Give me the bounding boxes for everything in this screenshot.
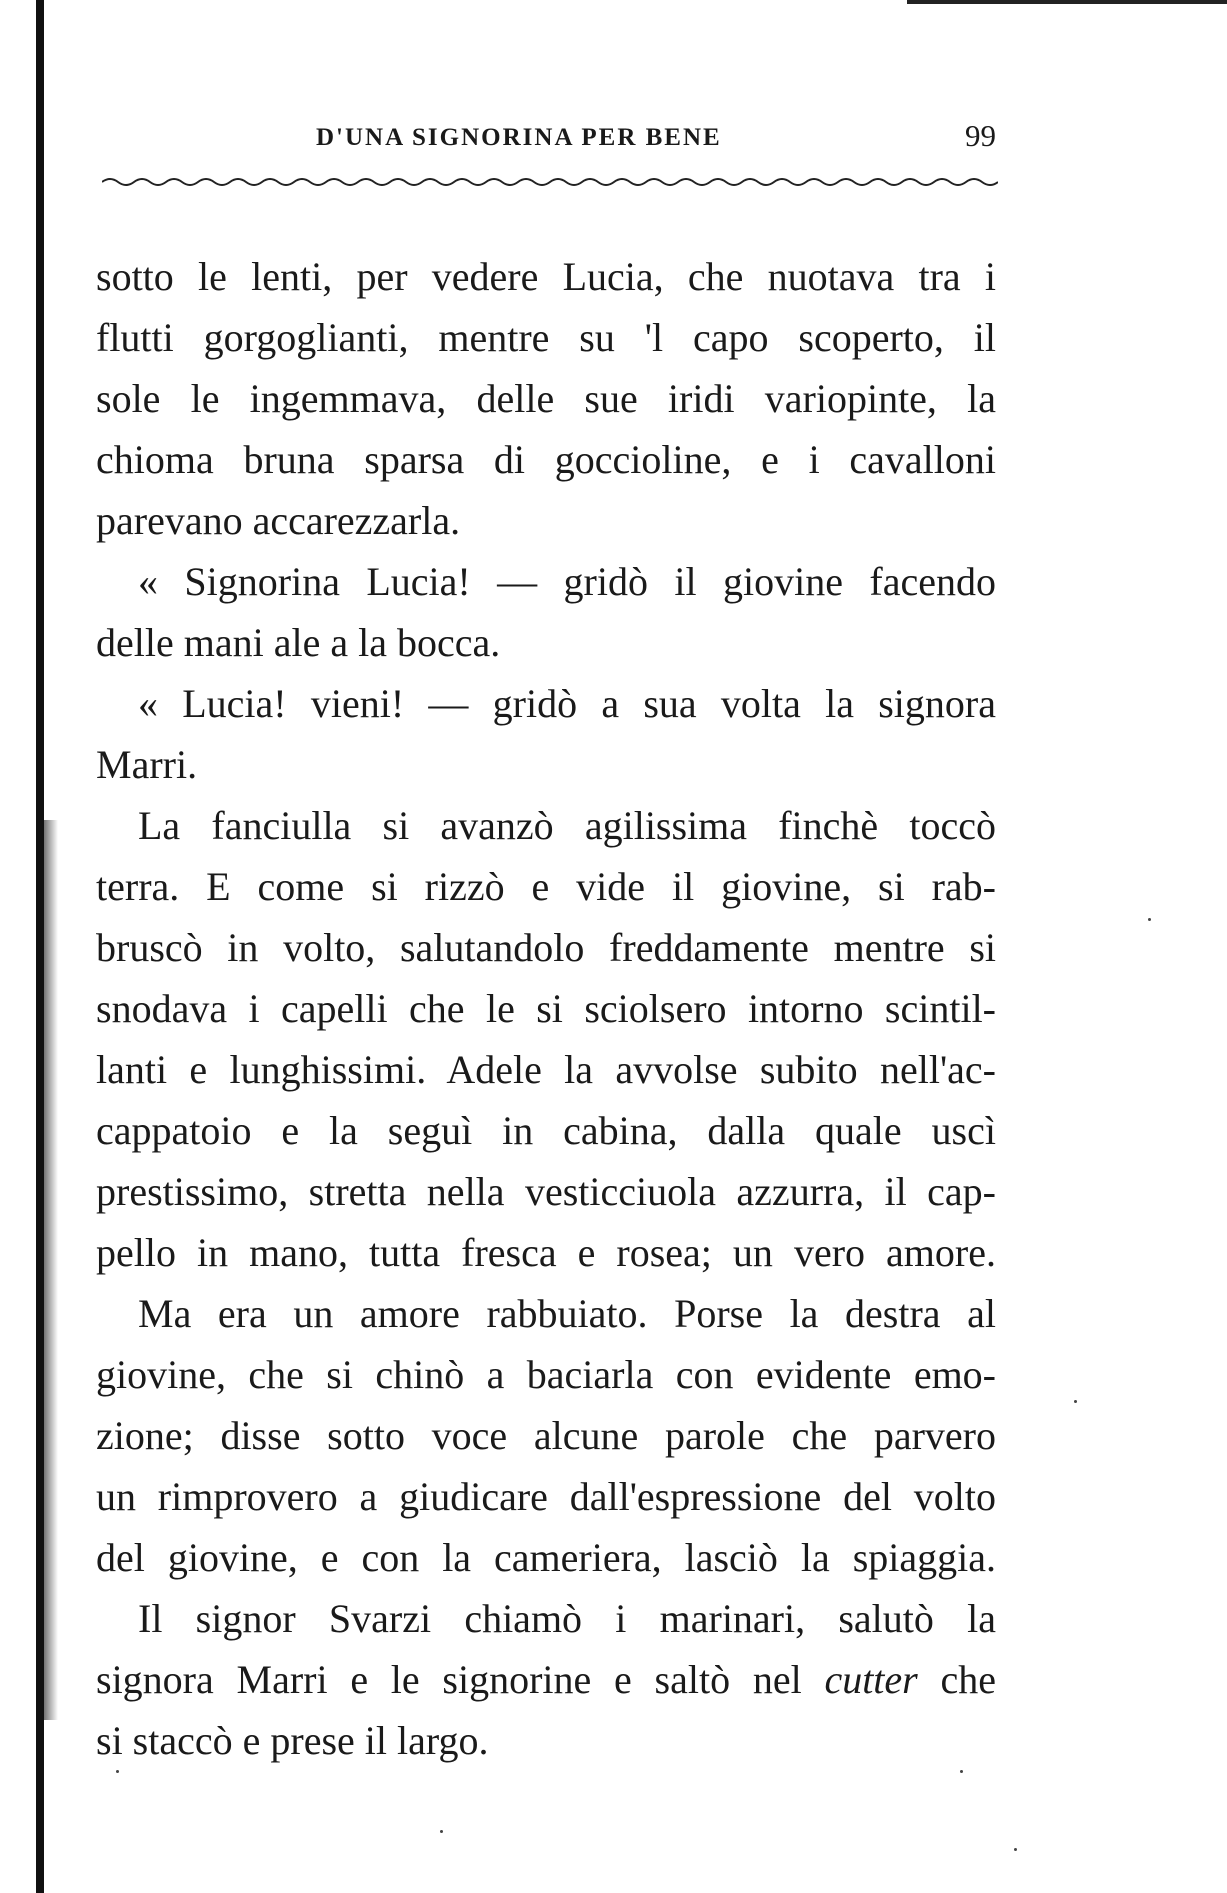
text-line: delle mani ale a la bocca. xyxy=(96,620,501,665)
italic-word: cutter xyxy=(824,1657,918,1702)
wavy-rule-ornament xyxy=(102,174,998,190)
text-line: del giovine, e con la cameriera, lasciò la spiaggia. xyxy=(96,1535,996,1580)
text-line: un rimprovero a giudicare dall'espressione del volto xyxy=(96,1474,996,1519)
text-line: Ma era un amore rabbuiato. Porse la destra al xyxy=(138,1291,996,1336)
text-line: La fanciulla si avanzò agilissima finchè toccò xyxy=(138,803,996,848)
scan-speck xyxy=(1014,1848,1017,1851)
text-line: pello in mano, tutta fresca e rosea; un vero amore. xyxy=(96,1230,996,1275)
running-head xyxy=(96,118,996,158)
text-line: cappatoio e la seguì in cabina, dalla quale uscì xyxy=(96,1108,996,1153)
text-line: lanti e lunghissimi. Adele la avvolse subito nell'ac- xyxy=(96,1047,996,1092)
binding-edge xyxy=(36,0,44,1893)
text-line: Marri. xyxy=(96,742,198,787)
text-line: zione; disse sotto voce alcune parole che parvero xyxy=(96,1413,996,1458)
text-line: prestissimo, stretta nella vesticciuola azzurra, il cap- xyxy=(96,1169,996,1214)
text-line: chioma bruna sparsa di goccioline, e i cavalloni xyxy=(96,437,996,482)
scan-speck xyxy=(1148,918,1151,921)
top-rule xyxy=(907,0,1227,4)
text-segment: che xyxy=(917,1657,997,1702)
text-line: flutti gorgoglianti, mentre su 'l capo scoperto, il xyxy=(96,315,996,360)
text-line: giovine, che si chinò a baciarla con evidente emo- xyxy=(96,1352,996,1397)
text-line xyxy=(96,1649,996,1710)
text-line: bruscò in volto, salutandolo freddamente mentre si xyxy=(96,925,996,970)
scan-speck xyxy=(116,1770,119,1773)
body-text xyxy=(96,246,996,1771)
text-line: sole le ingemmava, delle sue iridi variopinte, la xyxy=(96,376,996,421)
text-line: snodava i capelli che le si sciolsero intorno scintil- xyxy=(96,986,996,1031)
text-line: « Signorina Lucia! — gridò il giovine facendo xyxy=(138,559,996,604)
scan-speck xyxy=(960,1770,963,1773)
text-line: Il signor Svarzi chiamò i marinari, salutò la xyxy=(138,1596,996,1641)
text-line: si staccò e prese il largo. xyxy=(96,1718,489,1763)
text-line: sotto le lenti, per vedere Lucia, che nuotava tra i xyxy=(96,254,996,299)
text-line: parevano accarezzarla. xyxy=(96,498,461,543)
text-segment: signora Marri e le signorine e saltò nel xyxy=(96,1657,825,1702)
page-number: 99 xyxy=(965,118,996,153)
running-title: D'UNA SIGNORINA PER BENE xyxy=(316,124,722,151)
binding-shadow xyxy=(44,820,58,1720)
scan-speck xyxy=(1074,1400,1077,1403)
scan-speck xyxy=(440,1830,443,1833)
text-line: « Lucia! vieni! — gridò a sua volta la signora xyxy=(138,681,996,726)
text-line: terra. E come si rizzò e vide il giovine, si rab- xyxy=(96,864,996,909)
